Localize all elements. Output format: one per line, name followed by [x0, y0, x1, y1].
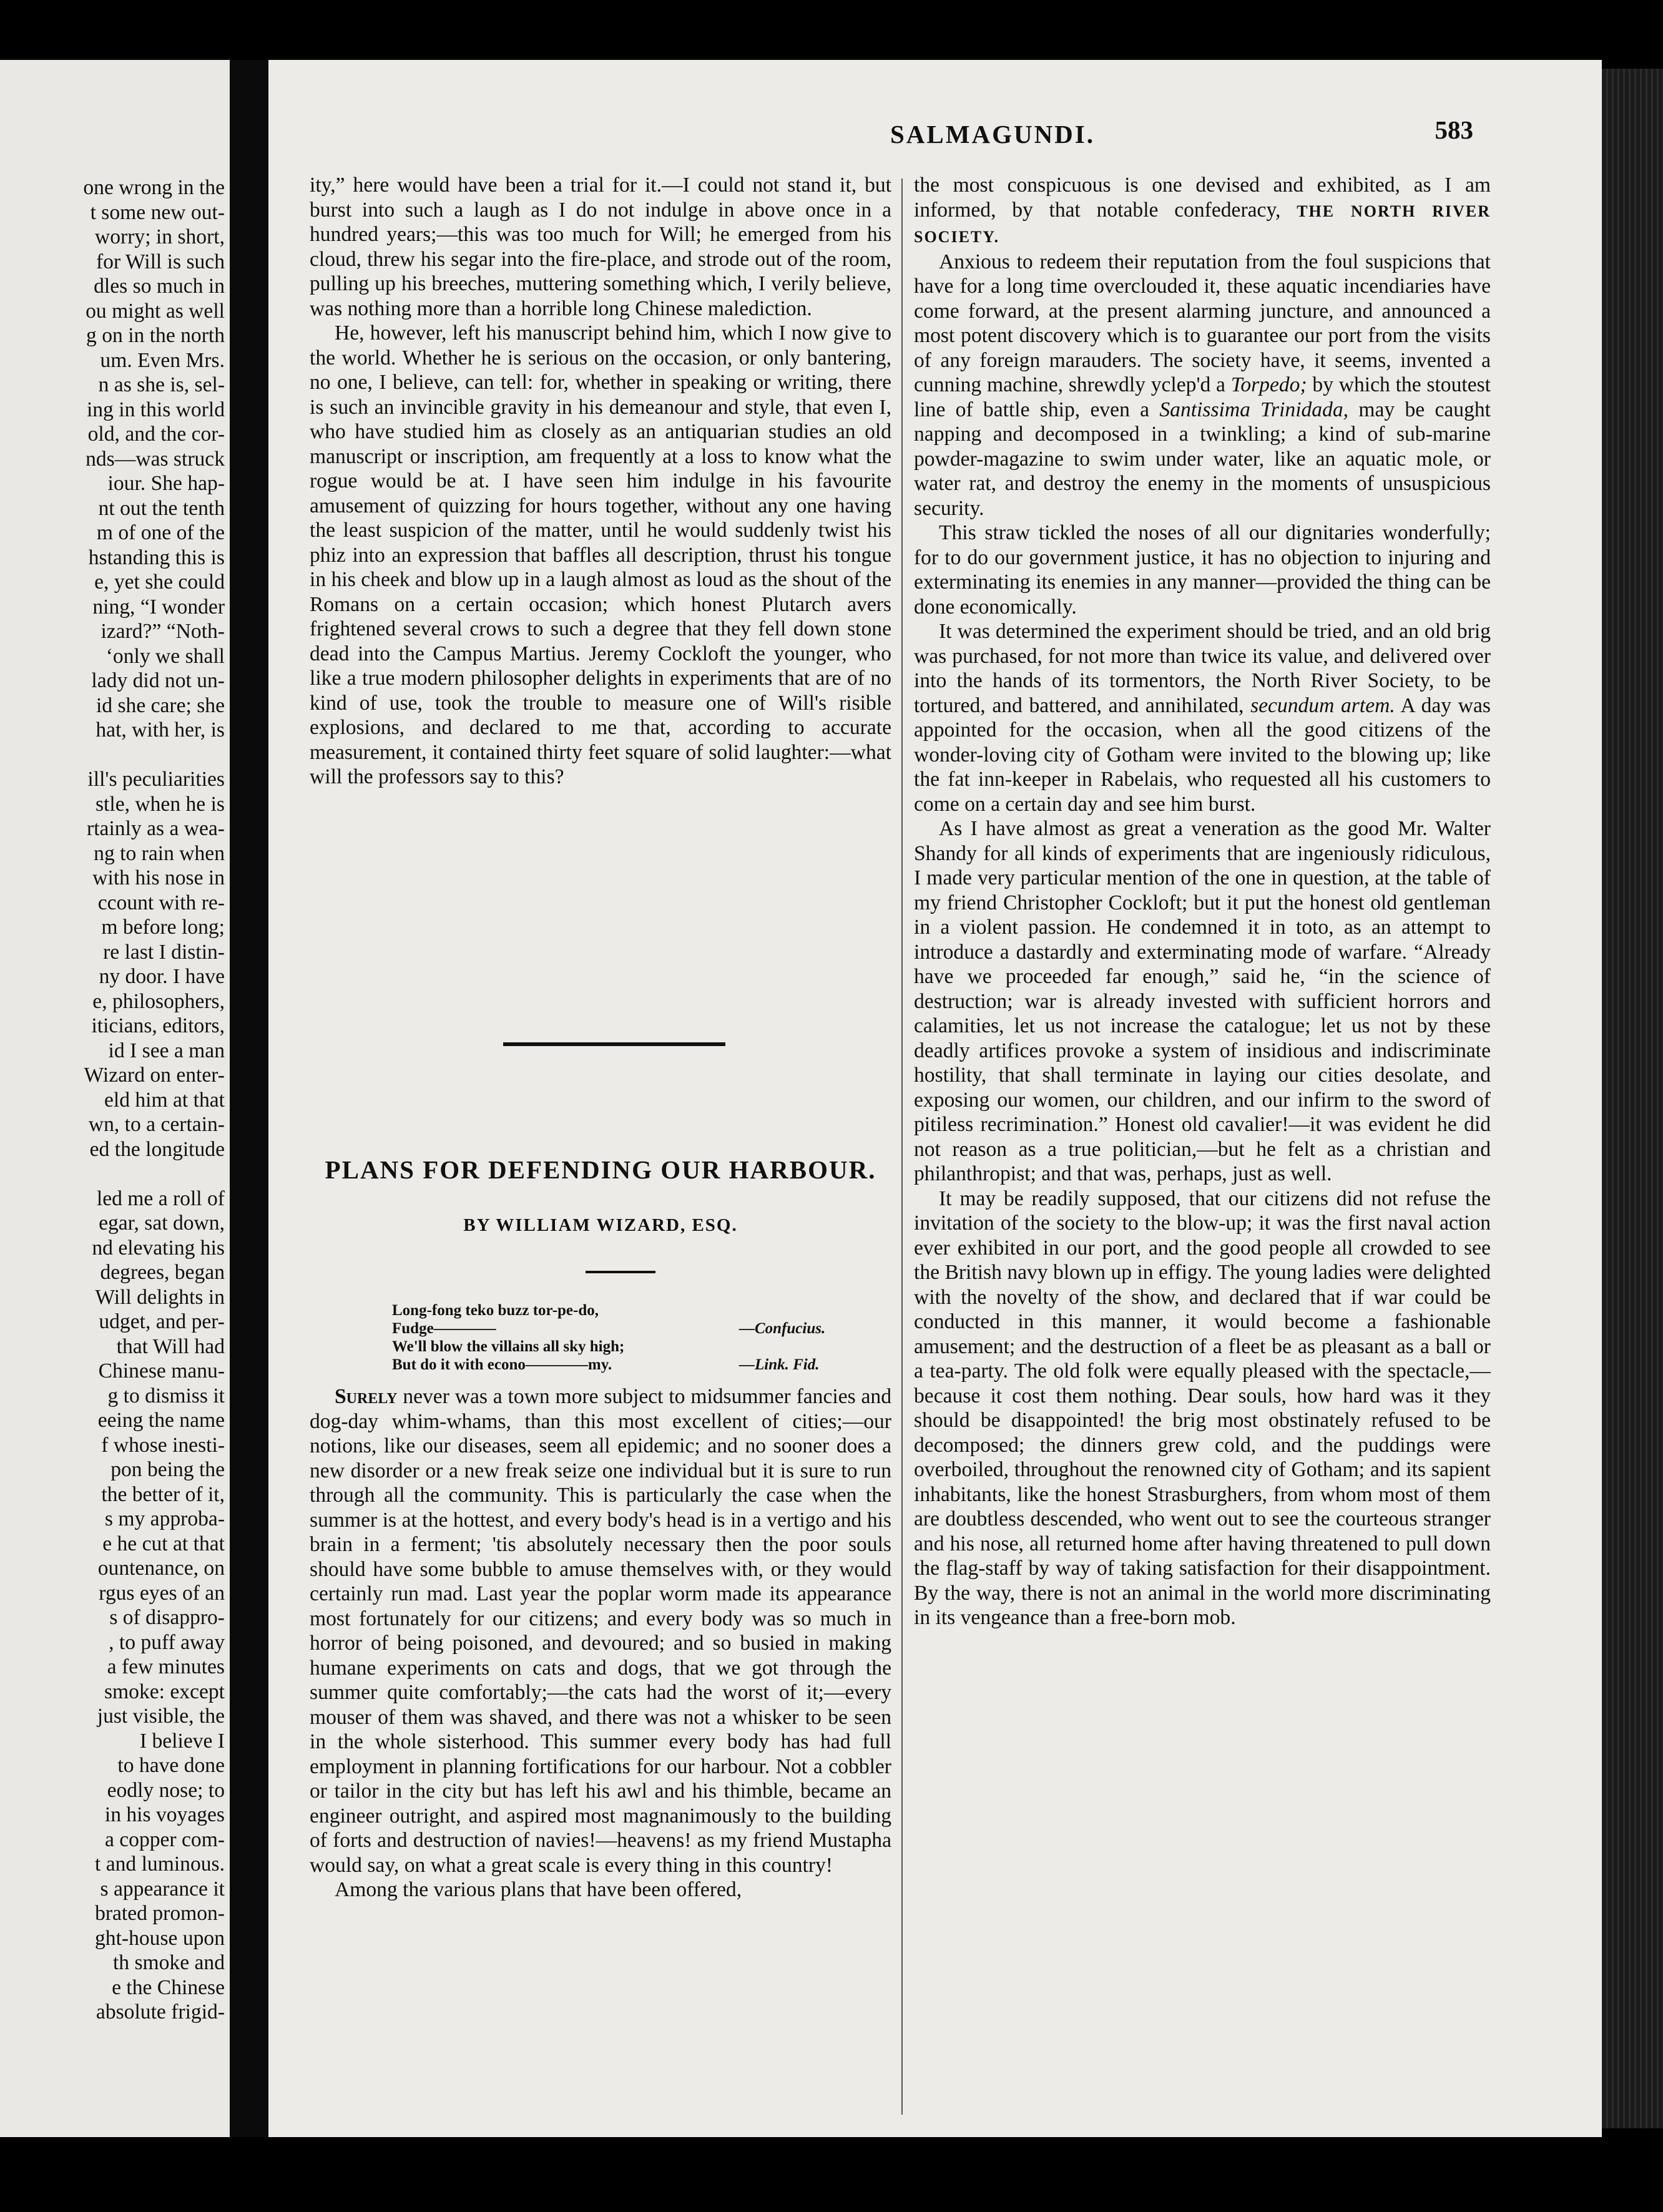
facing-page-line: hat, with her, is [96, 718, 225, 741]
epigraph-line [392, 1320, 891, 1338]
facing-page-line: m before long; [101, 916, 225, 939]
facing-page-line: e the Chinese [112, 1975, 225, 1999]
epigraph-line [392, 1302, 891, 1320]
facing-page-line: g to dismiss it [107, 1384, 225, 1407]
facing-page-line: izard?” “Noth- [101, 620, 225, 643]
facing-page-line: smoke: except [104, 1680, 225, 1703]
facing-page-line: ing in this world [86, 398, 225, 421]
facing-page-line: a copper com- [104, 1828, 225, 1851]
facing-page-line: id she care; she [96, 693, 225, 717]
paragraph-text: may be caught napping and decomposed in a twinkling; a kind of sub-marine powder-magazine to swim under water, like an aquatic mole, or water rat, and destroy the enemy in the moments of unsuspicious security. [914, 398, 1491, 520]
column-left [310, 173, 891, 790]
facing-page-line: f whose inesti- [101, 1433, 225, 1457]
facing-page-line: e, philosophers, [92, 989, 225, 1013]
column-rule [901, 179, 903, 2115]
facing-page-line: the better of it, [101, 1482, 225, 1506]
facing-page-line: just visible, the [97, 1705, 225, 1728]
facing-page-line: s appearance it [100, 1877, 225, 1901]
facing-page-line: ng to rain when [94, 841, 225, 865]
facing-page-line: , to puff away [109, 1630, 225, 1654]
facing-page-line: g on in the north [86, 324, 225, 347]
main-page [268, 60, 1602, 2137]
paragraph-text: the most conspicuous is one devised and exhibited, as I am informed, by that notable confederacy, [914, 174, 1491, 222]
title-rule [586, 1271, 655, 1273]
paragraph-text: never was a town more subject to midsummer fancies and dog-day whim-whams, than this most excellent of cities;—our notions, like our diseases, seem all epidemic; and no sooner does a new disorder or a new freak seize one individual but it is sure to run through all the community. This is particularly the case when the summer is at the hottest, and every body's head is in a vertigo and his brain in a ferment; 'tis absolutely necessary then the poor souls should have some bubble to amuse themselves with, or they would certainly run mad. Last year the poplar worm made its appearance most fortunately for our citizens; and every body was so much in horror of being poisoned, and devoured; and so busied in making humane experiments on cats and dogs, that we got through the summer quite comfortably;—the cats had the worst of it;—every mouser of them was shaved, and there was not a whisker to be seen in the whole sisterhood. This summer every body has had full employment in planning fortifications for our harbour. Not a cobbler or tailor in the city but has left his awl and his thimble, became an engineer outright, and aspired most magnanimously to the building of forts and destruction of navies!—heavens! as my friend Mustapha would say, on what a great scale is every thing in this country! [310, 1385, 891, 1877]
facing-page-line: eodly nose; to [107, 1778, 225, 1802]
italic-term: secundum artem. [1250, 693, 1395, 717]
drop-word: Surely [335, 1385, 398, 1408]
facing-page-line: rtainly as a wea- [87, 817, 225, 840]
paragraph-text: by which the stoutest line of battle ship, even a [914, 373, 1491, 421]
epigraph [392, 1302, 891, 1374]
facing-page-line: ccount with re- [97, 891, 225, 914]
facing-page-line: stle, when he is [95, 792, 225, 816]
article-title: PLANS FOR DEFENDING OUR HARBOUR. [325, 1155, 876, 1184]
facing-page-line: ou might as well [86, 299, 225, 323]
facing-page-line: ght-house upon [95, 1926, 225, 1950]
paragraph: He, however, left his manuscript behind him, which I now give to the world. Whether he is serious on the occasion, or only bantering, no one, I believe, can tell: for, whether in speaking or writing, there is such an invincible gravity in his demeanour and style, that even I, who have studied him as closely as an antiquarian studies an old manuscript or inscription, am frequently at a loss to know what the rogue would be at. I have seen him indulge in his favourite amusement of quizzing for hours together, without any one having the least suspicion of the matter, until he would suddenly twist his phiz into an expression that baffles all description, thrust his tongue in his cheek and blow up in a laugh almost as loud as the shout of the Romans on a certain occasion; which honest Plutarch avers frightened several crows to such a degree that they fell down stone dead into the Campus Martius. Jeremy Cockloft the younger, who like a true modern philosopher delights in experiments that are of no kind of use, took the trouble to measure one of Will's risible explosions, and declared to me that, according to accurate measurement, it contained thirty feet square of solid laughter:—what will the professors say to this? [310, 321, 891, 788]
facing-page-line: rgus eyes of an [99, 1581, 225, 1605]
facing-page-line: s of disappro- [109, 1606, 225, 1629]
facing-page-line: Wizard on enter- [84, 1064, 225, 1087]
paragraph-text: A day was appointed for the occasion, when all the good citizens of the wonder-loving city of Gotham were invited to the blowing up; like the fat inn-keeper in Rabelais, who requested all his customers to come on a certain day and see him burst. [914, 693, 1491, 816]
facing-page-line: I believe I [139, 1729, 225, 1753]
facing-page-line: that Will had [116, 1334, 225, 1358]
facing-page-line: Chinese manu- [98, 1359, 225, 1382]
facing-page-line: egar, sat down, [99, 1211, 225, 1235]
facing-page-line: re last I distin- [103, 940, 225, 964]
facing-page [0, 60, 230, 2137]
facing-page-line: nt out the tenth [98, 496, 225, 520]
facing-page-line: ill's peculiarities [87, 768, 225, 791]
facing-page-line: pon being the [110, 1458, 225, 1481]
facing-page-line: brated promon- [95, 1902, 225, 1925]
paragraph: This straw tickled the noses of all our dignitaries wonderfully; for to do our government justice, it has no objection to injuring and exterminating its enemies in any manner—provided the thing can be done economically. [914, 521, 1491, 619]
facing-page-line: hstanding this is [88, 546, 225, 569]
paragraph [914, 619, 1491, 816]
facing-page-line: led me a roll of [96, 1187, 225, 1210]
facing-page-line: wn, to a certain- [88, 1113, 225, 1136]
epigraph-verse: We'll blow the villains all sky high; [392, 1338, 625, 1355]
article-body-left [310, 1384, 891, 1902]
paragraph [914, 173, 1491, 250]
book-gutter [230, 60, 268, 2137]
epigraph-attribution: —Confucius. [739, 1320, 826, 1337]
facing-page-line: iour. She hap- [107, 472, 225, 495]
facing-page-line: id I see a man [108, 1039, 225, 1062]
epigraph-line [392, 1356, 891, 1374]
byline: BY WILLIAM WIZARD, ESQ. [463, 1215, 738, 1235]
column-right [914, 173, 1491, 1630]
facing-page-line: absolute frigid- [96, 2000, 225, 2024]
paragraph-text: It was determined the experiment should be tried, and an old brig was purchased, for not more than twice its value, and delivered over into the hands of its tormentors, the North River Society, to be tortured, and battered, and annihilated, [914, 620, 1491, 717]
paragraph-text: Anxious to redeem their reputation from the foul suspicions that have for a long time overclouded it, these aquatic incendiaries have come forward, at the present alarming juncture, and announced a most potent discovery which is to guarantee our port from the visits of any foreign marauders. The society have, it seems, invented a cunning machine, shrewdly yclep'd a [914, 250, 1491, 396]
epigraph-line [392, 1338, 891, 1356]
facing-page-line: dles so much in [94, 275, 225, 298]
facing-page-line: worry; in short, [95, 225, 225, 248]
running-head: SALMAGUNDI. [890, 120, 1095, 149]
facing-page-line: Will delights in [95, 1285, 225, 1309]
facing-page-line: eeing the name [97, 1409, 225, 1432]
facing-page-line: one wrong in the [83, 176, 225, 199]
paragraph: It may be readily supposed, that our citizens did not refuse the invitation of the society to the blow-up; it was the first naval action ever exhibited in our port, and the good people all crowded to see the British navy blown up in effigy. The young ladies were delighted with the novelty of the show, and declared that if war could be conducted in this manner, it would become a fashionable amusement; and the destruction of a fleet be as pleasant as a ball or a tea-party. The old folk were equally pleased with the spectacle,—because it cost them nothing. Dear souls, how hard was it they should be disappointed! the brig most obstinately refused to be decomposed; the dinners grew cold, and the puddings were overboiled, throughout the renowned city of Gotham; and its sapient inhabitants, like the honest Strasburghers, from whom most of them are doubtless descended, who went out to see the courteous stranger and his nose, all returned home after having threatened to pull down the flag-staff by way of taking satisfaction for their disappointment. By the way, there is not an animal in the world more discriminating in its vengeance than a free-born mob. [914, 1187, 1491, 1629]
facing-page-line: nd elevating his [92, 1236, 225, 1260]
page-number: 583 [1435, 115, 1473, 144]
italic-term: Santissima Trinidada, [1159, 398, 1349, 421]
paragraph: As I have almost as great a veneration as the good Mr. Walter Shandy for all kinds of experiments that are ingeniously ridiculous, I made very particular mention of the one in question, at the table of my friend Christopher Cockloft; but it put the honest old gentleman in a violent passion. He condemned it in toto, as an attempt to introduce a dastardly and exterminating mode of warfare. “Already have we proceeded far enough,” said he, “in the science of destruction; war is already invested with sufficient horrors and calamities, let us not increase the catalogue; let us not by these deadly artifices provoke a system of insidious and indiscriminate hostility, that shall terminate in laying our cities desolate, and exposing our women, our children, and our infirm to the sword of pitiless recrimination.” Honest old cavalier!—it was evident he did not reason as a true politician,—but he felt as a christian and philanthropist; and that was, perhaps, just as well. [914, 817, 1491, 1185]
epigraph-verse: Long-fong teko buzz tor-pe-do, [392, 1302, 599, 1319]
facing-page-line: ed the longitude [89, 1137, 225, 1161]
facing-page-line: a few minutes [107, 1655, 225, 1678]
facing-page-line: nds—was struck [86, 447, 225, 471]
facing-page-line: n as she is, sel- [98, 373, 225, 396]
facing-page-line: s my approba- [104, 1507, 225, 1530]
facing-page-line: m of one of the [96, 521, 225, 544]
society-name: THE NORTH RIVER SOCIETY. [914, 202, 1491, 246]
paragraph [310, 1384, 891, 1877]
facing-page-line: udget, and per- [99, 1310, 225, 1333]
facing-page-line: iticians, editors, [91, 1014, 225, 1037]
facing-page-line: e, yet she could [94, 570, 225, 594]
paragraph [914, 250, 1491, 521]
facing-page-line: th smoke and [112, 1951, 225, 1974]
facing-page-line: in his voyages [104, 1803, 225, 1826]
facing-page-line: t some new out- [90, 200, 225, 224]
facing-page-line [0, 743, 225, 768]
facing-page-line: ny door. I have [99, 965, 225, 988]
facing-page-line: old, and the cor- [87, 423, 225, 446]
epigraph-verse: Fudge———— [392, 1320, 496, 1337]
facing-page-line: t and luminous. [95, 1852, 225, 1876]
facing-page-line: ‘only we shall [105, 644, 225, 668]
epigraph-attribution: —Link. Fid. [739, 1356, 820, 1373]
facing-page-line: for Will is such [96, 250, 225, 273]
facing-page-line: degrees, began [100, 1261, 225, 1284]
epigraph-verse: But do it with econo————my. [392, 1356, 612, 1373]
facing-page-line: ning, “I wonder [92, 595, 225, 619]
facing-page-text [0, 175, 225, 2025]
facing-page-line: eld him at that [104, 1088, 225, 1112]
paragraph: Among the various plans that have been offered, [335, 1878, 742, 1901]
section-divider [503, 1042, 725, 1046]
facing-page-line [0, 1162, 225, 1187]
paragraph: ity,” here would have been a trial for it.—I could not stand it, but burst into such a laugh as I do not indulge in above once in a hundred years;—this was too much for Will; he emerged from his cloud, threw his segar into the fire-place, and strode out of the room, pulling up his breeches, muttering something which, I verily believe, was nothing more than a horrible long Chinese malediction. [310, 174, 891, 320]
facing-page-line: lady did not un- [91, 669, 225, 692]
facing-page-line: e he cut at that [102, 1532, 225, 1555]
italic-term: Torpedo; [1230, 373, 1307, 396]
facing-page-line: to have done [117, 1754, 225, 1777]
facing-page-line: um. Even Mrs. [100, 348, 225, 372]
facing-page-line: with his nose in [92, 866, 225, 889]
facing-page-line: ountenance, on [97, 1557, 225, 1580]
